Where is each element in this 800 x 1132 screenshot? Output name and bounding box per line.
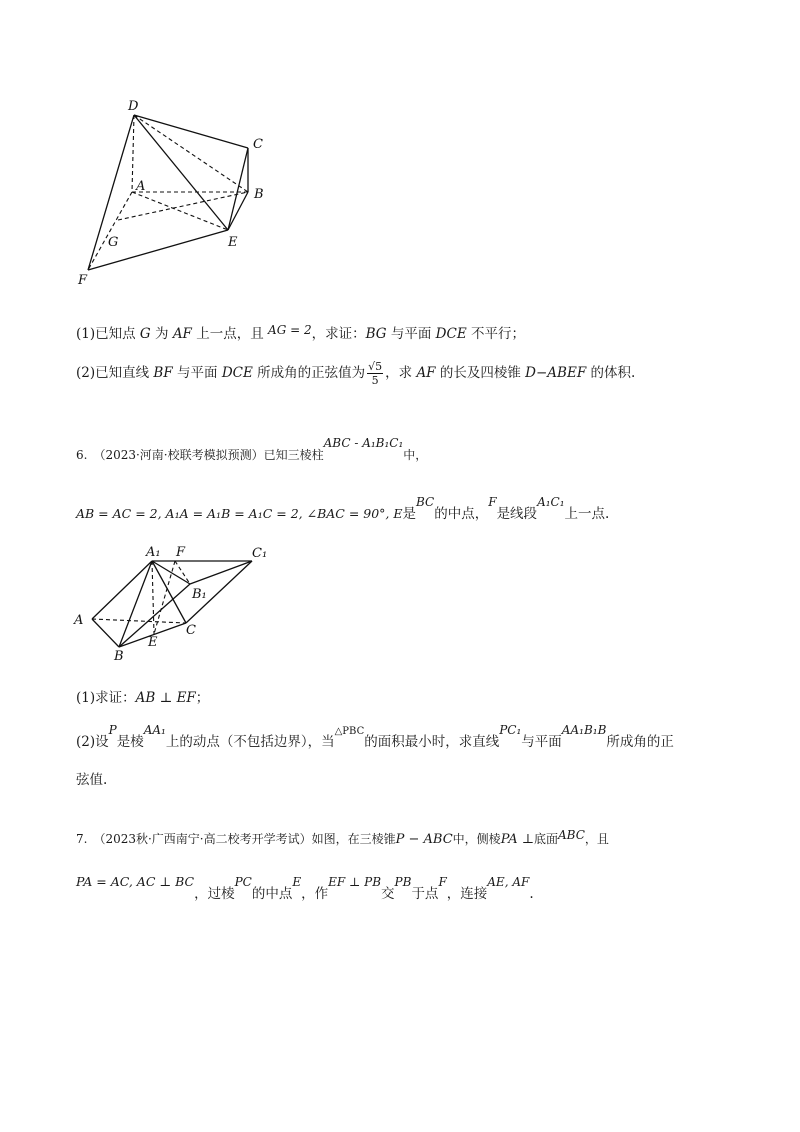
p6-question-2-cont: 弦值. (76, 772, 108, 788)
label-B: B (254, 187, 264, 202)
p7-heading: 7. （2023秋·广西南宁·高二校考开学考试）如图，在三棱锥P − ABC中，侧棱PA ⊥底面ABC，且 (76, 828, 609, 847)
p6-question-2: (2)设P是棱AA₁上的动点（不包括边界），当$^{\triangle PBC}$的面积最小时，求直线PC₁与平面AA₁B₁B所成角的正 (76, 723, 674, 750)
label-B1: B₁ (192, 587, 207, 602)
label-D: D (128, 99, 139, 114)
prism-edges (92, 561, 252, 647)
label-B2: B (114, 649, 124, 663)
label-A2: A (74, 613, 84, 628)
p5-question-1: (1)已知点 G 为 AF 上一点，且 AG = 2，求证：BG 与平面 DCE 不平行； (76, 323, 525, 342)
pyramid-figure (70, 90, 290, 300)
label-C2: C (186, 623, 196, 638)
label-F2: F (176, 545, 186, 560)
p6-heading: 6. （2023·河南·校联考模拟预测）已知三棱柱ABC - A₁B₁C₁中， (76, 436, 428, 462)
p7-line-2: PA = AC, AC ⊥ BC，过棱PC的中点E，作EF ⊥ PB交PB于点F，连接AE, AF. (76, 874, 534, 902)
label-C: C (253, 137, 263, 152)
label-G: G (108, 235, 119, 250)
label-C1: C₁ (252, 546, 268, 561)
label-E: E (228, 235, 238, 250)
p6-question-1: (1)求证：AB ⊥ EF； (76, 690, 210, 706)
label-F: F (78, 273, 88, 288)
label-A1: A₁ (146, 545, 161, 560)
p5-question-2: (2)已知直线 BF 与平面 DCE 所成角的正弦值为 $\frac{√5}{5}$ ，求 AF 的长及四棱锥 D−ABEF 的体积. (76, 360, 636, 387)
p6-condition: AB = AC = 2, A₁A = A₁B = A₁C = 2, ∠BAC = 90°, E是BC的中点，F是线段A₁C₁上一点. (76, 495, 610, 522)
label-A: A (136, 179, 146, 194)
label-E2: E (148, 635, 158, 650)
fraction-sqrt5-over-5: $\frac{√5}{5}$ (368, 360, 383, 387)
prism-figure (70, 538, 280, 663)
